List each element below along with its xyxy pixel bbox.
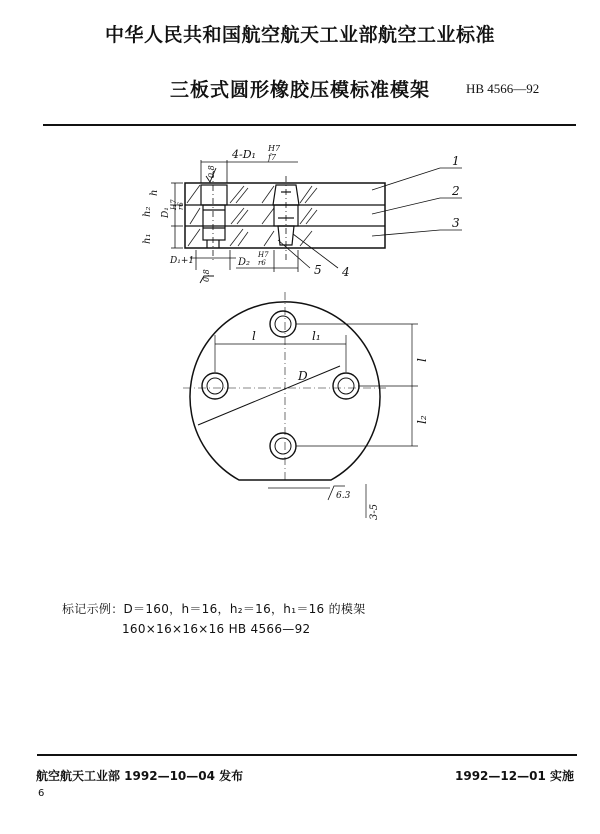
- label-d2: D₂: [238, 257, 251, 268]
- label-l2: l₂: [415, 415, 429, 424]
- guide-hole-right: [333, 373, 359, 399]
- guide-hole-top: [270, 311, 296, 337]
- plan-labels: [252, 329, 429, 520]
- label-h: h: [149, 189, 160, 196]
- marking-example-line-1: 标记示例：D＝160，h＝16，h₂＝16，h₁＝16 的模架: [62, 602, 366, 616]
- label-h1: h₁: [142, 233, 153, 244]
- label-roughness-top: 0.8: [207, 165, 216, 178]
- label-l-vertical: l: [415, 358, 429, 362]
- callout-2: 2: [452, 184, 460, 198]
- label-d2-fit-h7: H7: [258, 251, 269, 259]
- page-number: 6: [38, 788, 45, 799]
- label-diameter-d: D: [298, 369, 308, 383]
- label-d1-fit-h7: H7: [170, 199, 178, 210]
- label-fit-f7-top: f7: [268, 153, 277, 162]
- issue-date: 航空航天工业部 1992—10—04 发布: [36, 769, 244, 783]
- label-l1: l₁: [312, 329, 321, 343]
- guide-hole-bottom: [270, 433, 296, 459]
- callout-1: 1: [452, 154, 460, 168]
- callout-3: 3: [452, 216, 460, 230]
- section-labels: [142, 144, 460, 282]
- standard-code: HB 4566—92: [466, 81, 540, 96]
- guide-hole-left: [202, 373, 228, 399]
- label-d1-plus-1: D₁+1: [170, 256, 195, 266]
- callout-4: 4: [342, 265, 350, 279]
- footer-rule: [37, 754, 577, 756]
- label-fit-h7-top: H7: [268, 144, 281, 153]
- issuing-organization-header: 中华人民共和国航空航天工业部航空工业标准: [104, 24, 495, 46]
- label-roughness-bottom: 0.8: [202, 269, 211, 282]
- marking-example-line-2: 160×16×16×16 HB 4566—92: [122, 622, 311, 636]
- callout-5: 5: [314, 263, 322, 277]
- effective-date: 1992—12—01 实施: [455, 769, 574, 783]
- label-d1-holes: 4-D₁: [232, 148, 256, 161]
- label-roughness-plan: 6.3: [336, 491, 351, 501]
- label-d2-fit-r6: r6: [258, 259, 266, 267]
- label-d1-left: D₁: [161, 207, 171, 218]
- label-d1-fit-r6: r6: [177, 202, 185, 210]
- label-l-horizontal: l: [252, 329, 256, 343]
- standard-title: 三板式圆形橡胶压模标准模架: [170, 79, 431, 101]
- label-h2: h₂: [142, 206, 153, 217]
- plan-view: [183, 292, 418, 518]
- label-chamfer: 3-5: [369, 503, 380, 520]
